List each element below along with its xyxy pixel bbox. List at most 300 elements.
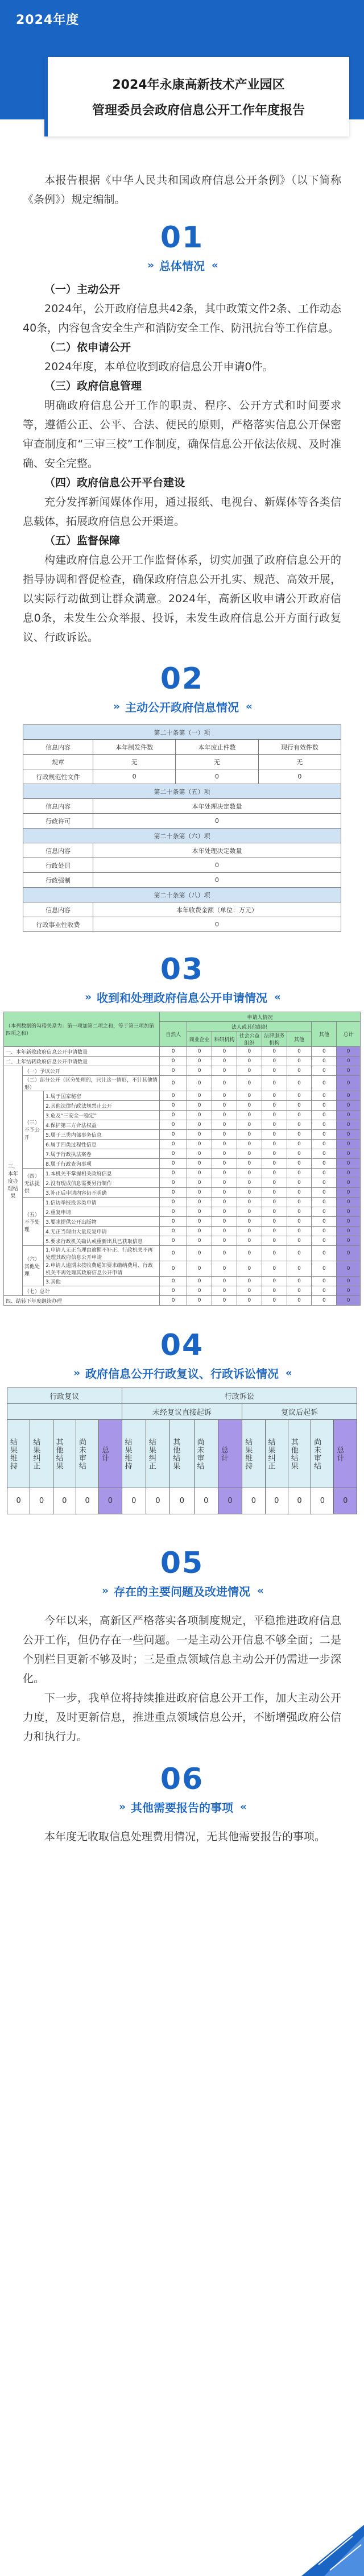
row-label: 3.要求提供公开出版物 [44,1217,160,1227]
table-cell: 0 [160,1198,187,1207]
row-label: 1.本机关不掌握相关政府信息 [44,1169,160,1178]
table-cell: 0 [160,1236,187,1246]
table-cell: 0 [160,1120,187,1130]
subhead-active: （一）主动公开 [44,283,121,296]
section-title: 存在的主要问题及改进情况 [114,1585,250,1598]
table-cell: 0 [312,1207,337,1217]
table-cell: 0 [287,1198,312,1207]
table-cell: 0 [287,1066,312,1076]
chevron-left-icon: ›› [102,1585,107,1597]
table-cell: 0 [99,1488,122,1514]
table-cell: 0 [287,1246,312,1261]
table-cell: 0 [312,1296,337,1306]
subhead-platform: （四）政府信息公开平台建设 [44,477,185,489]
table-header: 行政复议 [7,1388,122,1404]
table-cell: 0 [187,1227,212,1236]
table-cell: 0 [312,1236,337,1246]
column-header: 结果纠正 [31,1438,40,1470]
table-cell: 0 [160,1217,187,1227]
table-cell: 0 [337,1217,361,1227]
table-header: 第二十条第（五）项 [23,784,341,799]
table-row [4,1198,361,1207]
table-cell: 0 [187,1207,212,1217]
table-row [4,1296,361,1306]
table-cell: 0 [337,1236,361,1246]
table-cell: 0 [262,1101,287,1111]
table-row [4,1149,361,1159]
year-tag: 2024年度 [16,13,80,27]
table-cell: 0 [160,1178,187,1188]
section-number: 06 [160,1762,204,1796]
table-cell: 0 [337,1076,361,1091]
table-header: 社会公益组织 [237,1032,262,1047]
table-cell: 0 [93,814,341,829]
row-label: 1.信访举报投诉类申请 [44,1198,160,1207]
chevron-left-icon: ›› [147,259,152,271]
table-cell: 0 [93,917,341,932]
row-label: 1.申请人无正当理由逾期不补正、行政机关不再处理其政府信息公开申请 [44,1246,160,1261]
table-cell: 0 [212,1159,237,1169]
table-cell: 0 [262,1057,287,1066]
table-cell: 0 [160,1076,187,1091]
report-title-line2: 管理委员会政府信息公开工作年度报告 [92,103,305,118]
table-cell: 0 [187,1130,212,1140]
section-title: 其他需要报告的事项 [131,1801,233,1815]
table-cell: 0 [160,1296,187,1306]
table-cell: 0 [160,1246,187,1261]
table-cell: 0 [170,1488,194,1514]
row-group-label: 三、本年度办理结果 [4,1066,23,1296]
section-05-header [23,1543,341,1605]
table-cell: 0 [212,1178,237,1188]
table-cell: 0 [312,1101,337,1111]
table-row [23,769,341,784]
column-header: 尚未审结 [312,1438,321,1470]
row-label: 2.其他法律行政法规禁止公开 [44,1101,160,1111]
table-cell: 0 [237,1149,262,1159]
row-label: 2.重复申请 [44,1207,160,1217]
table-cell: 0 [262,1246,287,1261]
table-header: 申请人情况 [160,1012,361,1022]
table-cell: 0 [287,1101,312,1111]
other-matters-paragraph: 本年度无收取信息处理费用情况，无其他需要报告的事项。 [44,1830,326,1843]
table-cell: 0 [312,1091,337,1101]
table-cell: 0 [187,1076,212,1091]
table-cell: 本年废止件数 [176,740,258,755]
table-cell: 0 [287,1188,312,1198]
table-cell: 0 [337,1198,361,1207]
table-cell: 0 [312,1111,337,1120]
table-cell: 0 [287,1296,312,1306]
table-row [4,1286,361,1296]
table-cell: 0 [160,1188,187,1198]
table-cell: 0 [262,1198,287,1207]
table-cell: 0 [187,1101,212,1111]
problems-paragraph: 今年以来，高新区严格落实各项制度规定，平稳推进政府信息公开工作，但仍存在一些问题。一是主动公开信息不够全面；二是个别栏目更新不够及时；三是重点领域信息主动公开仍需进一步深化。 [23,1614,341,1685]
row-group-label: （六）其他处理 [22,1246,43,1286]
table-cell: 0 [337,1101,361,1111]
table-cell: 0 [53,1488,76,1514]
table-row [23,917,341,932]
review-lawsuit-table [7,1388,357,1514]
table-cell: 0 [237,1159,262,1169]
table-cell: 0 [212,1140,237,1149]
table-cell: 0 [287,1277,312,1286]
table-row [4,1207,361,1217]
table-cell: 0 [312,1277,337,1286]
table-cell: 0 [30,1488,53,1514]
table-header: 第二十条第（一）项 [23,725,341,740]
para-management: 明确政府信息公开工作的职责、程序、公开方式和时间要求等，遵循公正、公平、合法、便民的原则，严格落实信息公开保密审查制度和“三审三校”工作制度，确保信息公开依法依规、及时准确、安全完整。 [23,399,341,470]
table-cell: 0 [337,1140,361,1149]
row-group-label: （五）不予处理 [22,1198,43,1246]
table-cell: 0 [237,1091,262,1101]
column-header: 其他结果 [54,1438,63,1470]
table-cell: 0 [212,1246,237,1261]
application-handling-table [3,1012,361,1306]
table-cell: 0 [311,1488,334,1514]
table-cell: 0 [287,1130,312,1140]
column-header: 结果维持 [9,1438,17,1470]
chevron-right-icon: ‹‹ [286,1367,291,1379]
table-cell: 0 [287,1178,312,1188]
table-cell: 0 [187,1286,212,1296]
table-cell: 0 [237,1261,262,1277]
table-cell: 0 [160,1159,187,1169]
table-cell: 0 [287,1076,312,1091]
table-cell: 0 [287,1286,312,1296]
table-cell: 信息内容 [23,740,93,755]
table-cell: 0 [187,1111,212,1120]
table-cell: 0 [237,1120,262,1130]
table-cell: 0 [312,1198,337,1207]
table-cell: 0 [212,1227,237,1236]
table-row [4,1261,361,1277]
table-header: 行政诉讼 [122,1388,357,1404]
table-cell: 0 [187,1169,212,1178]
table-row [4,1130,361,1140]
table-cell: 0 [262,1178,287,1188]
section-title: 收到和处理政府信息公开申请情况 [97,991,267,1005]
table-cell: 0 [337,1296,361,1306]
table-cell: 现行有效件数 [258,740,341,755]
table-cell: 0 [93,769,175,784]
table-cell: 0 [212,1101,237,1111]
table-cell: 0 [187,1178,212,1188]
section-title: 主动公开政府信息情况 [125,701,239,714]
table-header: 第二十条第（八）项 [23,888,341,902]
table-cell: 0 [287,1261,312,1277]
chevron-right-icon: ‹‹ [257,1585,262,1597]
table-cell: 0 [187,1296,212,1306]
table-header: 商业企业 [187,1032,212,1047]
row-label: （七）总计 [22,1286,159,1296]
table-cell: 0 [237,1236,262,1246]
row-label: 3.危及“三安全一稳定” [44,1111,160,1120]
table-cell: 0 [187,1277,212,1286]
table-cell: 0 [262,1140,287,1149]
table-cell: 0 [187,1057,212,1066]
table-cell: 0 [187,1091,212,1101]
table-cell: 0 [237,1057,262,1066]
table-cell: 0 [237,1277,262,1286]
table-cell: 0 [160,1169,187,1178]
chevron-left-icon: ›› [119,1801,124,1813]
column-header: 其他结果 [171,1438,180,1470]
table-cell: 0 [312,1149,337,1159]
table-cell: 0 [262,1277,287,1286]
section-number: 01 [160,221,204,255]
table-cell: 0 [337,1169,361,1178]
row-label: 2.申请人逾期未按收费通知要求缴纳费用、行政机关不再处理其政府信息公开申请 [44,1261,160,1277]
table-cell: 0 [312,1076,337,1091]
table-corner: （本列数据的勾稽关系为：第一项加第二项之和，等于第三项加第四项之和） [4,1012,160,1047]
table-cell: 0 [160,1057,187,1066]
table-cell: 0 [287,1217,312,1227]
table-cell: 0 [262,1188,287,1198]
table-cell: 信息内容 [23,799,93,814]
table-cell: 0 [237,1169,262,1178]
table-row [23,858,341,873]
table-row [4,1076,361,1091]
table-cell: 0 [262,1066,287,1076]
table-cell: 0 [312,1130,337,1140]
table-cell: 0 [212,1169,237,1178]
table-row [4,1178,361,1188]
table-cell: 0 [122,1488,146,1514]
table-cell: 0 [312,1057,337,1066]
table-cell: 0 [287,1207,312,1217]
decorative-corner-graphic [284,2525,364,2576]
column-header: 尚未审结 [195,1438,204,1470]
table-cell: 0 [312,1178,337,1188]
table-cell: 0 [265,1488,288,1514]
table-row [4,1101,361,1111]
table-cell: 0 [212,1296,237,1306]
table-cell: 0 [237,1101,262,1111]
table-cell: 0 [334,1488,357,1514]
row-label: 2.没有现成信息需要另行制作 [44,1178,160,1188]
table-header: 第二十条第（六）项 [23,829,341,843]
table-cell: 0 [262,1286,287,1296]
table-cell: 0 [212,1261,237,1277]
table-cell: 0 [160,1047,187,1057]
table-cell: 0 [146,1488,169,1514]
table-cell: 0 [287,1169,312,1178]
table-cell: 0 [237,1076,262,1091]
table-row [4,1091,361,1101]
section-number: 03 [160,952,204,987]
table-cell: 0 [337,1091,361,1101]
table-cell: 0 [176,769,258,784]
table-cell: 0 [187,1246,212,1261]
table-row [4,1169,361,1178]
table-cell: 0 [262,1159,287,1169]
table-row [4,1246,361,1261]
table-cell: 行政强制 [23,873,93,888]
section-01-body [23,280,341,647]
table-cell: 0 [212,1066,237,1076]
active-disclosure-table [23,724,341,932]
table-cell: 0 [287,1111,312,1120]
table-cell: 0 [160,1227,187,1236]
table-cell: 0 [288,1488,311,1514]
title-card [44,57,349,136]
table-cell: 0 [212,1207,237,1217]
section-03-header [23,949,341,1012]
table-cell: 0 [187,1120,212,1130]
column-header: 总计 [335,1446,344,1462]
table-cell: 0 [287,1227,312,1236]
column-header: 尚未审结 [77,1438,86,1470]
table-cell: 0 [287,1091,312,1101]
row-label: 一、本年新收政府信息公开申请数量 [4,1047,160,1057]
table-cell: 0 [262,1091,287,1101]
table-cell: 0 [160,1277,187,1286]
table-cell: 0 [212,1149,237,1159]
table-cell: 0 [287,1140,312,1149]
column-header: 结果纠正 [266,1438,275,1470]
row-group-label: （三）不予公开 [22,1091,43,1169]
table-cell: 0 [337,1227,361,1236]
table-cell: 0 [262,1076,287,1091]
table-cell: 0 [312,1140,337,1149]
table-cell: 本年处理决定数量 [93,799,341,814]
row-label: （一）予以公开 [22,1066,159,1076]
table-cell: 0 [337,1286,361,1296]
report-title-line1: 2024年永康高新技术产业园区 [112,78,285,92]
table-cell: 0 [312,1227,337,1236]
table-cell: 0 [262,1217,287,1227]
table-cell: 0 [76,1488,98,1514]
para-request: 2024年度，本单位收到政府信息公开申请0件。 [44,361,274,373]
table-cell: 0 [237,1286,262,1296]
section-title: 政府信息公开行政复议、行政诉讼情况 [85,1367,279,1381]
table-cell: 0 [212,1057,237,1066]
row-label: 1.属于国家秘密 [44,1091,160,1101]
table-row [4,1188,361,1198]
column-header: 结果维持 [123,1438,132,1470]
table-cell: 0 [212,1188,237,1198]
table-row [23,755,341,769]
table-cell: 无 [258,755,341,769]
table-row [4,1120,361,1130]
table-cell: 0 [160,1111,187,1120]
para-supervision: 构建政府信息公开工作监督体系，切实加强了政府信息公开的指导协调和督促检查，确保政府信息公开扎实、规范、高效开展，以实际行动做到让群众满意。2024年，高新区收申请公开政府信息0条，未发生公众举报、投诉，未发生政府信息公开方面行政复议、行政诉讼。 [23,554,341,644]
table-cell: 0 [237,1140,262,1149]
table-cell: 0 [337,1178,361,1188]
table-cell: 0 [160,1091,187,1101]
intro-paragraph: 本报告根据《中华人民共和国政府信息公开条例》（以下简称《条例》）规定编制。 [23,174,341,206]
table-cell: 0 [262,1120,287,1130]
table-cell: 0 [262,1261,287,1277]
table-cell: 0 [287,1236,312,1246]
table-header [7,1404,122,1420]
table-cell: 本年制发件数 [93,740,175,755]
table-cell: 0 [7,1488,30,1514]
para-active: 2024年，公开政府信息共42条，其中政策文件2条、工作动态40条，内容包含安全生产和消防安全工作、防汛抗台等工作信息。 [23,303,341,334]
table-cell: 0 [160,1101,187,1111]
table-cell: 0 [312,1188,337,1198]
table-cell: 0 [160,1130,187,1140]
chevron-left-icon: ›› [73,1367,78,1379]
table-cell: 0 [262,1047,287,1057]
table-cell: 0 [312,1261,337,1277]
table-cell: 0 [262,1236,287,1246]
table-cell: 0 [187,1140,212,1149]
section-number: 02 [160,662,204,696]
table-cell: 规章 [23,755,93,769]
table-cell: 0 [212,1236,237,1246]
subhead-management: （三）政府信息管理 [44,380,142,392]
row-label: 6.属于四类过程性信息 [44,1140,160,1149]
table-cell: 0 [187,1066,212,1076]
table-cell: 0 [187,1047,212,1057]
column-header: 结果维持 [243,1438,253,1470]
improvement-paragraph: 下一步，我单位将持续推进政府信息公开工作，加大主动公开力度，及时更新信息，推进重点领域信息公开，不断增强政府公信力和执行力。 [23,1692,341,1743]
para-platform: 充分发挥新闻媒体作用，通过报纸、电视台、新媒体等各类信息载体，拓展政府信息公开渠道。 [23,496,341,528]
table-cell: 0 [237,1217,262,1227]
table-cell: 0 [262,1169,287,1178]
table-cell: 0 [237,1111,262,1120]
table-row [4,1066,361,1076]
table-cell: 0 [287,1159,312,1169]
section-02-header [23,659,341,721]
table-cell: 0 [212,1111,237,1120]
row-label: 7.属于行政执法案卷 [44,1149,160,1159]
table-cell: 行政事业性收费 [23,917,93,932]
table-cell: 0 [337,1057,361,1066]
table-header: 总计 [337,1022,361,1047]
table-cell: 0 [337,1120,361,1130]
row-label: 4.保护第三方合法权益 [44,1120,160,1130]
table-cell: 0 [218,1488,242,1514]
table-cell: 0 [187,1236,212,1246]
table-cell: 0 [312,1159,337,1169]
column-header: 结果纠正 [147,1438,156,1470]
section-04-header [23,1325,341,1388]
table-cell: 0 [337,1066,361,1076]
row-label: 3.其他 [44,1277,160,1286]
table-header: 未经复议直接起诉 [122,1404,242,1420]
row-label: 5.要求行政机关确认或重新出具已获取信息 [44,1236,160,1246]
table-header: 自然人 [160,1022,187,1047]
table-cell: 0 [262,1207,287,1217]
table-cell: 0 [242,1488,265,1514]
table-cell: 0 [212,1091,237,1101]
table-cell: 0 [237,1198,262,1207]
table-cell: 0 [287,1047,312,1057]
table-row [4,1277,361,1286]
table-cell: 0 [262,1149,287,1159]
table-cell: 0 [187,1188,212,1198]
table-cell: 0 [337,1047,361,1057]
table-row [4,1111,361,1120]
table-cell: 本年收费金额（单位：万元） [93,902,341,917]
table-row [4,1217,361,1227]
table-cell: 0 [160,1140,187,1149]
table-cell: 0 [337,1261,361,1277]
table-cell: 本年处理决定数量 [93,843,341,858]
table-cell: 0 [212,1286,237,1296]
row-label: （二）部分公开（区分处理的，只计这一情形，不计其他情形） [22,1076,159,1091]
table-cell: 0 [237,1130,262,1140]
table-cell: 0 [287,1057,312,1066]
table-cell: 无 [93,755,175,769]
table-cell: 0 [312,1066,337,1076]
table-cell: 0 [187,1198,212,1207]
table-cell: 0 [312,1217,337,1227]
